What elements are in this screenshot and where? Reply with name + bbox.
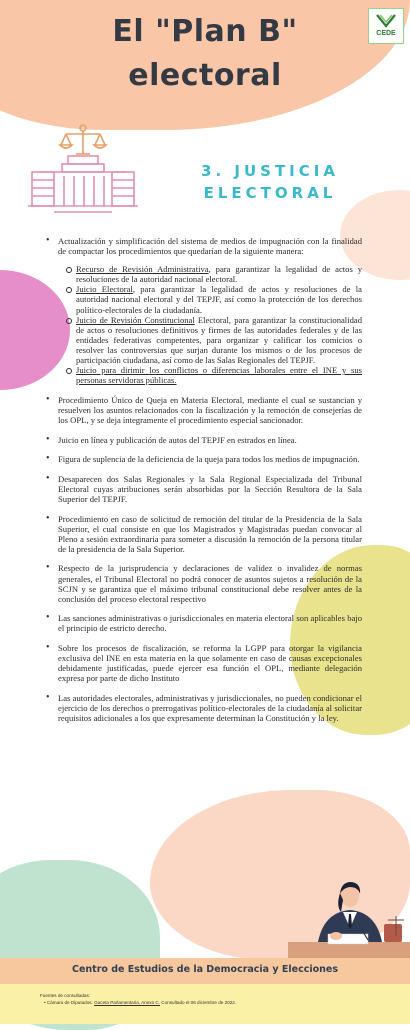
sub-item-text: Electoral, para garantizar la constitucionalidad de actos o resoluciones definitivos y firmes de las autoridades federales y de las entidades federativas competentes, para organizar y calificar los comicios o resolver las controversias que surjan durante los mismos o de los procesos de participación ciudadana, así como de las Salas Regionales del TEPJF.: [76, 314, 362, 366]
sources-item-suffix: Consultado el 06 diciembre de 2022.: [160, 1000, 237, 1005]
link-recurso-revision[interactable]: Recurso de Revisión Administrativa: [76, 264, 209, 275]
list-item: [58, 236, 362, 385]
sub-list: [58, 264, 362, 385]
lawyer-illustration: [288, 876, 410, 960]
sources-item-prefix: Cámara de Diputados.: [46, 1000, 95, 1005]
list-item: • Sobre los procesos de fiscalización, se reforma la LGPP para otorgar la vigilancia exclusiva del INE en esta materia en la que solamente en caso de causas excepcionales debidamente justificadas, puede ejercer esa función el OPL, mediante delegación expresa por parte de dicho Instituto: [58, 643, 362, 683]
link-juicio-electoral[interactable]: Juicio Electoral: [76, 284, 133, 295]
sub-list-item: [76, 284, 362, 314]
list-item: • Desaparecen dos Salas Regionales y la Sala Regional Especializada del Tribunal Electoral cuyas atribuciones serán absorbidas por la Sección Resultora de la Sala Superior del TEPJF.: [58, 474, 362, 504]
list-item: • Respecto de la jurisprudencia y declaraciones de validez o invalidez de normas generales, el Tribunal Electoral no podrá conocer de asuntos sujetos a resolución de la SCJN y se garantiza que el máximo tribunal constitucional debe resolver antes de la conclusión del proceso electoral respectivo: [58, 563, 362, 603]
cede-logo: [368, 8, 404, 44]
list-item: • Procedimiento en caso de solicitud de remoción del titular de la Presidencia de la Sala Superior, el cual consiste en que los Magistrados y Magistradas puedan convocar al Pleno a sesión extraordinaria para someter a discusión la remoción de la persona titular de la presidencia de la Sala Superior.: [58, 514, 362, 554]
list-item: • Procedimiento Único de Queja en Materia Electoral, mediante el cual se sustancian y resuelven los asuntos relacionados con la fiscalización y la remoción de consejerías de los OPL, y se deja íntegramente el procedimiento especial sancionador.: [58, 395, 362, 425]
sub-list-item: [76, 315, 362, 365]
list-item: • Las autoridades electorales, administrativas y jurisdiccionales, no pueden condicionar el ejercicio de los derechos o prerrogativas político-electorales de la ciudadanía al solicitar requisitos adicionales a los que expresamente determinan la Constitución y la ley.: [58, 693, 362, 723]
footer-title: Centro de Estudios de la Democracia y Elecciones: [72, 964, 338, 975]
page-title: El "Plan B" electoral: [112, 14, 298, 93]
logo-text: CEDE: [376, 29, 396, 37]
sources-label: Fuentes de consultadas:: [40, 993, 91, 998]
sources-item: [44, 1000, 236, 1005]
link-juicio-revision-constitucional[interactable]: Juicio de Revisión Constitucional: [76, 314, 195, 325]
bullet-text: Actualización y simplificación del sistema de medios de impugnación con la finalidad de compactar los procedimientos que quedarían de la siguiente manera:: [58, 236, 362, 257]
scales-of-justice-icon: [60, 125, 106, 154]
list-item: • Juicio en línea y publicación de autos del TEPJF en estrados en línea.: [58, 435, 362, 445]
bullet-list: [44, 236, 362, 723]
logo-icon: [369, 9, 403, 43]
sub-item-text: , para garantizar la legalidad de actos y resoluciones de la autoridad nacional electoral.: [76, 264, 362, 285]
sub-list-item: [76, 365, 362, 385]
list-item: • Las sanciones administrativas o jurisdiccionales en materia electoral son aplicables bajo el principio de estricto derecho.: [58, 613, 362, 633]
content-body: [44, 236, 362, 733]
section-title: 3. JUSTICIA ELECTORAL: [201, 162, 339, 202]
courthouse-icon: [28, 120, 138, 220]
sub-list-item: [76, 264, 362, 284]
list-item: • Figura de suplencia de la deficiencia de la queja para todos los medios de impugnación.: [58, 454, 362, 464]
sub-item-text: , para garantizar la legalidad de actos y resoluciones de la autoridad nacional electoral y del TEPJF, así como la protección de los derechos político-electorales de la ciudadanía.: [76, 284, 362, 315]
link-juicio-conflictos-laborales[interactable]: Juicio para dirimir los conflictos o diferencias laborales entre el INE y sus personas servidoras públicas.: [76, 365, 362, 386]
sources-link[interactable]: Gaceta Parlamentaria, Anexo C.: [94, 1000, 161, 1005]
